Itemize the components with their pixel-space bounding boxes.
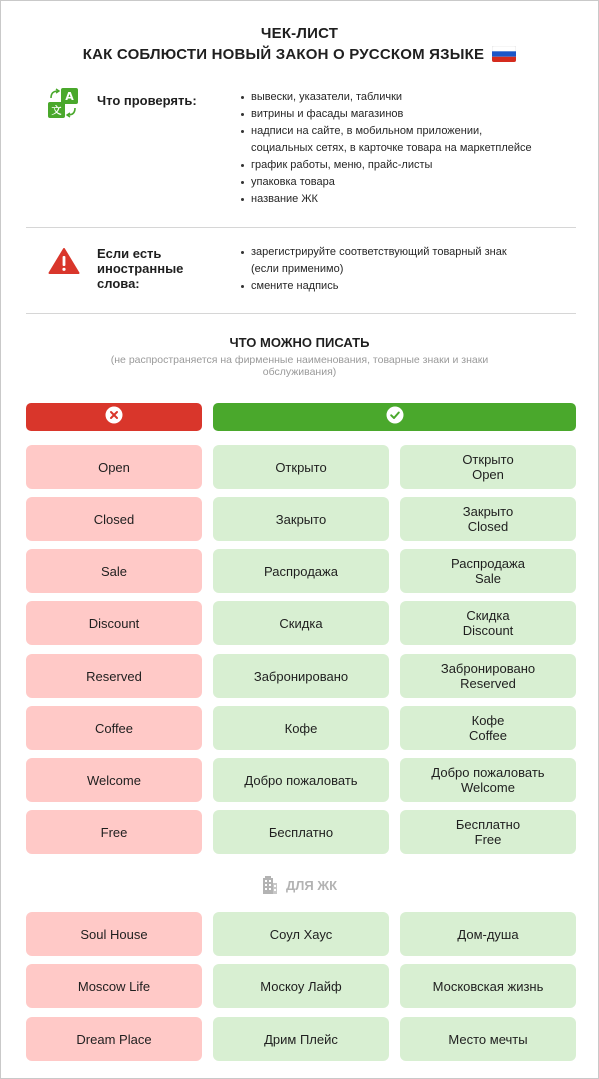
russia-flag-icon xyxy=(492,46,516,68)
translation-cell: Дом-душа xyxy=(400,912,576,956)
list-item-continued: (если применимо) xyxy=(251,263,344,275)
bilingual-cell: Распродажа Sale xyxy=(400,549,576,593)
cross-circle-icon xyxy=(105,406,123,429)
table-row xyxy=(26,445,576,489)
check-list xyxy=(241,89,532,208)
wrong-cell: Closed xyxy=(26,497,202,541)
allowed-note: (не распространяется на фирменные наименования, товарные знаки и знаки обслуживания) xyxy=(110,354,489,378)
russian-cell: Соул Хаус xyxy=(213,912,389,956)
bilingual-cell: Забронировано Reserved xyxy=(400,654,576,698)
foreign-label-line: иностранные xyxy=(97,261,184,276)
table-row xyxy=(26,1017,576,1061)
bilingual-cell: Скидка Discount xyxy=(400,601,576,645)
russian-cell: Скидка xyxy=(213,601,389,645)
wrong-cell: Discount xyxy=(26,601,202,645)
table-row xyxy=(26,601,576,645)
page-title xyxy=(1,23,598,68)
foreign-label-line: Если есть xyxy=(97,246,162,261)
translate-icon xyxy=(47,87,79,124)
russian-cell: Открыто xyxy=(213,445,389,489)
svg-text:文: 文 xyxy=(51,106,62,117)
allowed-title: ЧТО МОЖНО ПИСАТЬ xyxy=(229,335,370,350)
list-item: упаковка товара xyxy=(241,174,532,191)
bilingual-cell: Кофе Coffee xyxy=(400,706,576,750)
wrong-cell: Soul House xyxy=(26,912,202,956)
title-line-2-text: КАК СОБЛЮСТИ НОВЫЙ ЗАКОН О РУССКОМ ЯЗЫКЕ xyxy=(82,46,485,63)
check-circle-icon xyxy=(386,406,404,429)
bilingual-cell: Открыто Open xyxy=(400,445,576,489)
wrong-cell: Welcome xyxy=(26,758,202,802)
table-row xyxy=(26,912,576,956)
russian-cell: Добро пожаловать xyxy=(213,758,389,802)
russian-cell: Москоу Лайф xyxy=(213,964,389,1008)
wrong-cell: Reserved xyxy=(26,654,202,698)
zk-title xyxy=(1,875,598,898)
wrong-cell: Free xyxy=(26,810,202,854)
building-icon xyxy=(262,875,278,898)
check-label: Что проверять: xyxy=(97,93,197,108)
list-item: витрины и фасады магазинов xyxy=(241,106,532,123)
table-row xyxy=(26,758,576,802)
title-line-1: ЧЕК-ЛИСТ xyxy=(260,25,339,42)
wrong-header xyxy=(26,403,202,431)
zk-title-text: ДЛЯ ЖК xyxy=(285,878,338,893)
svg-text:A: A xyxy=(65,90,74,103)
right-header xyxy=(213,403,576,431)
check-section xyxy=(1,85,599,225)
foreign-label-line: слова: xyxy=(97,276,140,291)
foreign-list xyxy=(241,244,507,295)
russian-cell: Кофе xyxy=(213,706,389,750)
list-item: зарегистрируйте соответствующий товарный знак xyxy=(241,244,507,261)
warning-icon xyxy=(48,247,80,280)
russian-cell: Забронировано xyxy=(213,654,389,698)
list-item: график работы, меню, прайс-листы xyxy=(241,157,532,174)
table-row xyxy=(26,654,576,698)
section-divider xyxy=(26,227,576,228)
russian-cell: Закрыто xyxy=(213,497,389,541)
bilingual-cell: Бесплатно Free xyxy=(400,810,576,854)
foreign-label xyxy=(97,246,183,291)
list-item: вывески, указатели, таблички xyxy=(241,89,532,106)
list-item: надписи на сайте, в мобильном приложении, xyxy=(241,123,532,140)
table-row xyxy=(26,964,576,1008)
list-item: смените надпись xyxy=(241,278,507,295)
bilingual-cell: Закрыто Closed xyxy=(400,497,576,541)
section-divider xyxy=(26,313,576,314)
wrong-cell: Dream Place xyxy=(26,1017,202,1061)
russian-cell: Дрим Плейс xyxy=(213,1017,389,1061)
translation-cell: Московская жизнь xyxy=(400,964,576,1008)
wrong-cell: Coffee xyxy=(26,706,202,750)
table-row xyxy=(26,497,576,541)
bilingual-cell: Добро пожаловать Welcome xyxy=(400,758,576,802)
wrong-cell: Open xyxy=(26,445,202,489)
table-row xyxy=(26,706,576,750)
wrong-cell: Sale xyxy=(26,549,202,593)
foreign-section xyxy=(1,241,599,311)
russian-cell: Распродажа xyxy=(213,549,389,593)
list-item-continued: социальных сетях, в карточке товара на маркетплейсе xyxy=(251,142,532,154)
table-row xyxy=(26,549,576,593)
wrong-cell: Moscow Life xyxy=(26,964,202,1008)
list-item: название ЖК xyxy=(241,191,532,208)
russian-cell: Бесплатно xyxy=(213,810,389,854)
title-line-2 xyxy=(1,44,598,68)
table-row xyxy=(26,810,576,854)
translation-cell: Место мечты xyxy=(400,1017,576,1061)
